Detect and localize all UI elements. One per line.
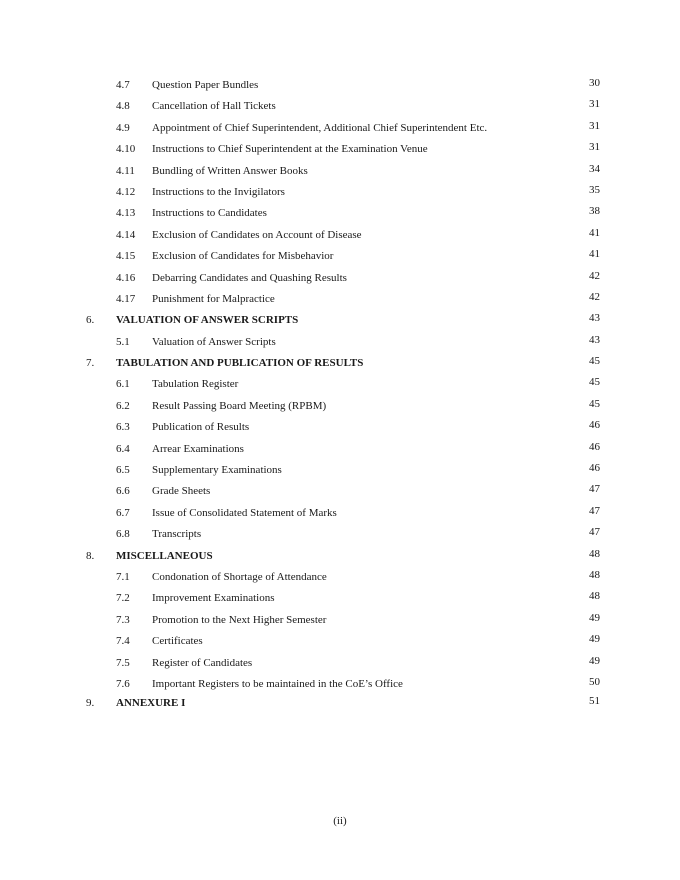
entry-title: Register of Candidates [152, 656, 253, 669]
entry-title: Bundling of Written Answer Books [152, 164, 308, 177]
entry-title: Condonation of Shortage of Attendance [152, 570, 327, 583]
entry-title: Exclusion of Candidates for Misbehavior [152, 250, 334, 263]
toc-subsection-entry [0, 568, 680, 592]
toc-subsection-entry [0, 440, 680, 464]
entry-title: Valuation of Answer Scripts [152, 335, 276, 348]
entry-number: 7.2 [116, 592, 130, 605]
entry-number: 4.12 [116, 185, 136, 198]
toc-subsection-entry [0, 269, 680, 293]
entry-title: TABULATION AND PUBLICATION OF RESULTS [116, 357, 364, 370]
toc-subsection-entry [0, 528, 680, 549]
entry-page-number: 46 [589, 462, 600, 475]
entry-page-number: 31 [589, 119, 600, 132]
entry-number: 4.9 [116, 121, 130, 134]
entry-number: 4.17 [116, 292, 136, 305]
entry-title: Certificates [152, 635, 203, 648]
entry-title: Issue of Consolidated Statement of Marks [152, 506, 337, 519]
entry-page-number: 48 [589, 547, 600, 560]
entry-number: 6.6 [116, 485, 130, 498]
entry-page-number: 48 [589, 568, 600, 581]
entry-title: ANNEXURE I [116, 696, 186, 709]
entry-title: Transcripts [152, 528, 202, 541]
entry-title: Appointment of Chief Superintendent, Additional Chief Superintendent Etc. [152, 121, 488, 134]
toc-section-entry [0, 547, 680, 571]
entry-number: 6.1 [116, 378, 130, 391]
entry-title: Improvement Examinations [152, 592, 275, 605]
entry-number: 6. [86, 314, 95, 327]
entry-title: Instructions to the Invigilators [152, 185, 285, 198]
toc-subsection-entry [0, 464, 680, 485]
toc-subsection-entry [0, 611, 680, 635]
entry-page-number: 31 [589, 141, 600, 154]
toc-section-entry [0, 694, 680, 718]
entry-page-number: 43 [589, 312, 600, 325]
toc-subsection-entry [0, 421, 680, 442]
toc-subsection-entry [0, 290, 680, 314]
entry-title: Promotion to the Next Higher Semester [152, 613, 327, 626]
toc-subsection-entry [0, 250, 680, 271]
entry-page-number: 45 [589, 376, 600, 389]
entry-number: 4.15 [116, 250, 136, 263]
entry-number: 4.10 [116, 143, 136, 156]
entry-number: 9. [86, 696, 95, 709]
entry-page-number: 47 [589, 504, 600, 517]
entry-title: Important Registers to be maintained in the CoE’s Office [152, 677, 403, 690]
entry-number: 7.1 [116, 570, 130, 583]
entry-page-number: 43 [589, 333, 600, 346]
entry-page-number: 45 [589, 355, 600, 368]
entry-page-number: 41 [589, 248, 600, 261]
entry-title: Tabulation Register [152, 378, 239, 391]
toc-subsection-entry [0, 635, 680, 656]
toc-section-entry [0, 357, 680, 378]
entry-page-number: 49 [589, 633, 600, 646]
toc-subsection-entry [0, 592, 680, 613]
entry-title: Arrear Examinations [152, 442, 244, 455]
entry-number: 7.5 [116, 656, 130, 669]
entry-page-number: 47 [589, 483, 600, 496]
entry-page-number: 35 [589, 183, 600, 196]
entry-number: 7.6 [116, 677, 130, 690]
entry-number: 6.4 [116, 442, 130, 455]
entry-page-number: 50 [589, 675, 600, 688]
entry-title: MISCELLANEOUS [116, 549, 213, 562]
entry-page-number: 48 [589, 590, 600, 603]
entry-page-number: 46 [589, 440, 600, 453]
entry-title: Cancellation of Hall Tickets [152, 100, 276, 113]
table-of-contents [0, 79, 680, 718]
toc-subsection-entry [0, 207, 680, 228]
entry-page-number: 38 [589, 205, 600, 218]
entry-number: 7.4 [116, 635, 130, 648]
entry-title: Instructions to Chief Superintendent at the Examination Venue [152, 143, 428, 156]
entry-number: 6.5 [116, 464, 130, 477]
entry-title: Punishment for Malpractice [152, 292, 275, 305]
entry-title: Supplementary Examinations [152, 464, 282, 477]
entry-number: 4.16 [116, 271, 136, 284]
entry-number: 6.8 [116, 528, 130, 541]
toc-section-entry [0, 314, 680, 335]
entry-title: Publication of Results [152, 421, 250, 434]
entry-number: 8. [86, 549, 95, 562]
entry-page-number: 49 [589, 654, 600, 667]
entry-number: 7. [86, 357, 95, 370]
toc-subsection-entry [0, 226, 680, 250]
entry-number: 7.3 [116, 613, 130, 626]
toc-subsection-entry [0, 654, 680, 678]
toc-subsection-entry [0, 79, 680, 100]
toc-subsection-entry [0, 333, 680, 357]
toc-subsection-entry [0, 183, 680, 207]
entry-number: 4.8 [116, 100, 130, 113]
entry-page-number: 31 [589, 98, 600, 111]
toc-subsection-entry [0, 100, 680, 121]
entry-number: 6.2 [116, 399, 130, 412]
entry-number: 4.13 [116, 207, 136, 220]
entry-page-number: 51 [589, 694, 600, 707]
entry-number: 6.3 [116, 421, 130, 434]
toc-subsection-entry [0, 397, 680, 421]
entry-title: VALUATION OF ANSWER SCRIPTS [116, 314, 299, 327]
entry-page-number: 30 [589, 77, 600, 89]
toc-subsection-entry [0, 675, 680, 697]
entry-title: Debarring Candidates and Quashing Results [152, 271, 347, 284]
entry-page-number: 47 [589, 526, 600, 539]
entry-title: Result Passing Board Meeting (RPBM) [152, 399, 327, 412]
entry-page-number: 45 [589, 397, 600, 410]
toc-subsection-entry [0, 162, 680, 186]
entry-page-number: 41 [589, 226, 600, 239]
toc-subsection-entry [0, 119, 680, 143]
entry-title: Instructions to Candidates [152, 207, 267, 220]
toc-subsection-entry [0, 143, 680, 164]
entry-page-number: 46 [589, 419, 600, 432]
entry-title: Grade Sheets [152, 485, 211, 498]
entry-page-number: 49 [589, 611, 600, 624]
entry-number: 4.11 [116, 164, 135, 177]
entry-title: Question Paper Bundles [152, 79, 259, 91]
entry-title: Exclusion of Candidates on Account of Disease [152, 228, 362, 241]
toc-subsection-entry [0, 378, 680, 399]
toc-subsection-entry [0, 504, 680, 528]
entry-number: 6.7 [116, 506, 130, 519]
toc-subsection-entry [0, 485, 680, 506]
entry-number: 4.14 [116, 228, 136, 241]
entry-number: 4.7 [116, 79, 130, 91]
entry-page-number: 34 [589, 162, 600, 175]
entry-page-number: 42 [589, 290, 600, 303]
page-number-footer: (ii) [333, 815, 347, 827]
entry-page-number: 42 [589, 269, 600, 282]
entry-number: 5.1 [116, 335, 130, 348]
